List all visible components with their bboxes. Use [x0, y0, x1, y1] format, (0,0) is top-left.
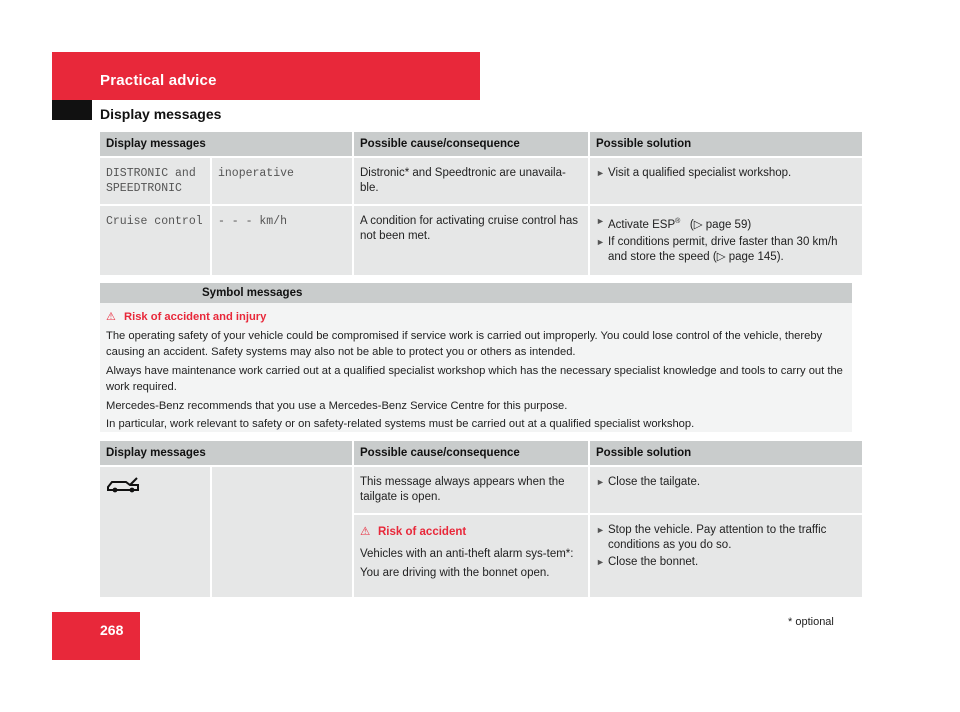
- chapter-header: [52, 52, 480, 100]
- solution-cell: [590, 156, 864, 204]
- col-solution: Possible solution: [590, 441, 864, 465]
- tailgate-open-icon: [106, 475, 140, 495]
- warning-paragraph: Mercedes-Benz recommends that you use a Mercedes-Benz Service Centre for this purpose.: [106, 399, 568, 412]
- page-ref-icon: ▷: [716, 250, 729, 263]
- subsection-marker: [52, 100, 92, 120]
- col-cause: Possible cause/consequence: [354, 132, 590, 156]
- page-ref-open: (: [689, 218, 694, 231]
- table-row: [100, 156, 864, 204]
- display-message: Cruise control: [100, 204, 212, 275]
- solution-text: Close the bonnet.: [608, 556, 699, 568]
- cause-text: Vehicles with an anti-theft alarm sys-tem*:: [360, 548, 574, 560]
- arrow-icon: ►: [596, 168, 605, 178]
- table-row: [100, 204, 864, 275]
- symbol-cell: [100, 465, 212, 597]
- page-number: 268: [100, 622, 124, 638]
- col-display-messages: Display messages: [100, 132, 354, 156]
- warning-title: Risk of accident: [378, 526, 467, 538]
- solution-text: Close the tailgate.: [608, 476, 701, 488]
- display-messages-table-1: [100, 132, 864, 275]
- page-ref[interactable]: page 59): [705, 218, 752, 231]
- page-ref-icon: ▷: [693, 218, 706, 231]
- solution-text: If conditions permit, drive faster than 30 km/h and store the speed (: [608, 235, 838, 263]
- warning-triangle-icon: ⚠: [106, 311, 117, 323]
- warning-title: Risk of accident and injury: [124, 311, 267, 323]
- warning-paragraph: In particular, work relevant to safety or on safety-related systems must be carried out at a qualified specialist workshop.: [106, 418, 695, 430]
- display-status: - - - km/h: [212, 204, 354, 275]
- footnote: * optional: [788, 616, 834, 628]
- table-header-row: [100, 441, 864, 465]
- subsection-title: Display messages: [100, 106, 222, 122]
- warning-paragraph: The operating safety of your vehicle could be compromised if service work is carried out improperly. You could lose control of the vehicle, thereby causing an accident. Safety systems may also not be able to protect you or others as intended.: [106, 329, 823, 358]
- col-cause: Possible cause/consequence: [354, 441, 590, 465]
- status-cell: [212, 465, 354, 597]
- solution-text: Stop the vehicle. Pay attention to the traffic conditions as you do so.: [608, 524, 827, 551]
- warning-paragraph: Always have maintenance work carried out at a qualified specialist workshop which has the necessary specialist knowledge and tools to carry out the work required.: [106, 364, 843, 393]
- col-solution: Possible solution: [590, 132, 864, 156]
- cause-cell: [354, 513, 590, 597]
- display-message: DISTRONIC and SPEEDTRONIC: [100, 156, 212, 204]
- symbol-messages-heading: Symbol messages: [100, 283, 852, 303]
- page-ref[interactable]: page 145).: [728, 250, 784, 263]
- section-title: Practical advice: [100, 72, 217, 89]
- arrow-icon: ►: [596, 216, 605, 226]
- table-header-row: [100, 132, 864, 156]
- solution-cell: [590, 465, 864, 513]
- cause-text: A condition for activating cruise control has not been met.: [354, 204, 590, 275]
- arrow-icon: ►: [596, 477, 605, 487]
- solution-cell: [590, 513, 864, 597]
- display-messages-table-2: [100, 441, 864, 597]
- display-status: inoperative: [212, 156, 354, 204]
- arrow-icon: ►: [596, 236, 605, 247]
- solution-cell: ► Activate ESP® (▷ page 59) ► If conditions permit, drive faster than 30 km/h and store the speed (▷ page 145).: [590, 204, 864, 275]
- arrow-icon: ►: [596, 525, 605, 535]
- warning-triangle-icon: ⚠: [360, 526, 371, 538]
- cause-text: You are driving with the bonnet open.: [360, 567, 550, 579]
- col-display-messages: Display messages: [100, 441, 354, 465]
- table-row: [100, 465, 864, 513]
- solution-text: Visit a qualified specialist workshop.: [608, 167, 792, 179]
- solution-text: Activate ESP: [608, 218, 676, 231]
- cause-text: Distronic* and Speedtronic are unavaila-ble.: [354, 156, 590, 204]
- cause-text: This message always appears when the tailgate is open.: [354, 465, 590, 513]
- page-number-box: [52, 612, 140, 660]
- symbol-messages-box: [100, 283, 852, 432]
- arrow-icon: ►: [596, 557, 605, 567]
